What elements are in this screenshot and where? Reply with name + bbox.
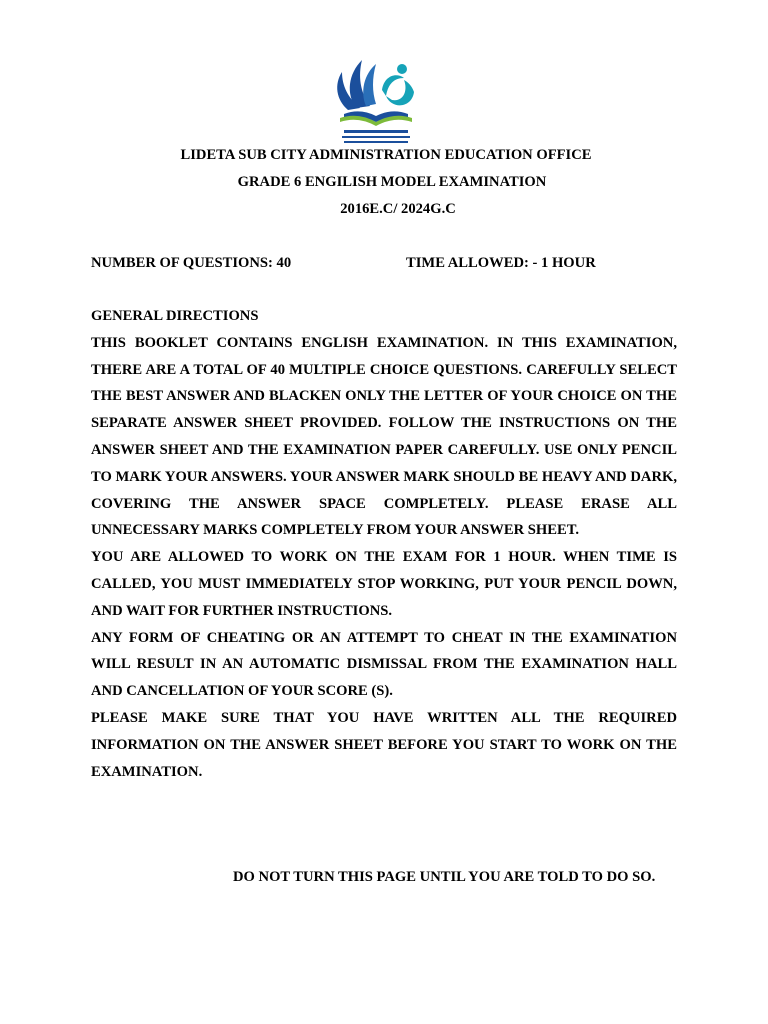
exam-year: 2016E.C/ 2024G.C bbox=[340, 201, 456, 217]
office-title: LIDETA SUB CITY ADMINISTRATION EDUCATION OFFICE bbox=[180, 147, 592, 163]
directions-paragraph: YOU ARE ALLOWED TO WORK ON THE EXAM FOR 1 HOUR. WHEN TIME IS CALLED, YOU MUST IMMEDIATELY STOP WORKING, PUT YOUR PENCIL DOWN, AND WAIT FOR FURTHER INSTRUCTIONS. bbox=[91, 549, 677, 619]
directions-paragraph: THIS BOOKLET CONTAINS ENGLISH EXAMINATION. IN THIS EXAMINATION, THERE ARE A TOTAL OF 40 MULTIPLE CHOICE QUESTIONS. CAREFULLY SELECT THE BEST ANSWER AND BLACKEN ONLY THE LETTER OF YOUR CHOICE ON THE SEPARATE ANSWER SHEET PROVIDED. FOLLOW THE INSTRUCTIONS ON THE ANSWER SHEET AND THE EXAMINATION PAPER CAREFULLY. USE ONLY PENCIL TO MARK YOUR ANSWERS. YOUR ANSWER MARK SHOULD BE HEAVY AND DARK, COVERING THE ANSWER SPACE COMPLETELY. PLEASE ERASE ALL UNNECESSARY MARKS COMPLETELY FROM YOUR ANSWER SHEET. bbox=[91, 334, 677, 539]
general-directions bbox=[91, 303, 677, 785]
logo-icon bbox=[326, 56, 426, 148]
directions-paragraph: PLEASE MAKE SURE THAT YOU HAVE WRITTEN ALL THE REQUIRED INFORMATION ON THE ANSWER SHEET BEFORE YOU START TO WORK ON THE EXAMINATION. bbox=[91, 709, 677, 780]
do-not-turn-notice: DO NOT TURN THIS PAGE UNTIL YOU ARE TOLD TO DO SO. bbox=[233, 869, 656, 885]
directions-heading: GENERAL DIRECTIONS bbox=[91, 308, 259, 324]
number-of-questions: NUMBER OF QUESTIONS: 40 bbox=[91, 255, 292, 271]
time-allowed: TIME ALLOWED: - 1 HOUR bbox=[406, 255, 596, 271]
exam-title: GRADE 6 ENGILISH MODEL EXAMINATION bbox=[237, 174, 547, 190]
education-bureau-logo bbox=[326, 56, 426, 148]
directions-paragraph: ANY FORM OF CHEATING OR AN ATTEMPT TO CHEAT IN THE EXAMINATION WILL RESULT IN AN AUTOMATIC DISMISSAL FROM THE EXAMINATION HALL AND CANCELLATION OF YOUR SCORE (S). bbox=[91, 629, 677, 700]
